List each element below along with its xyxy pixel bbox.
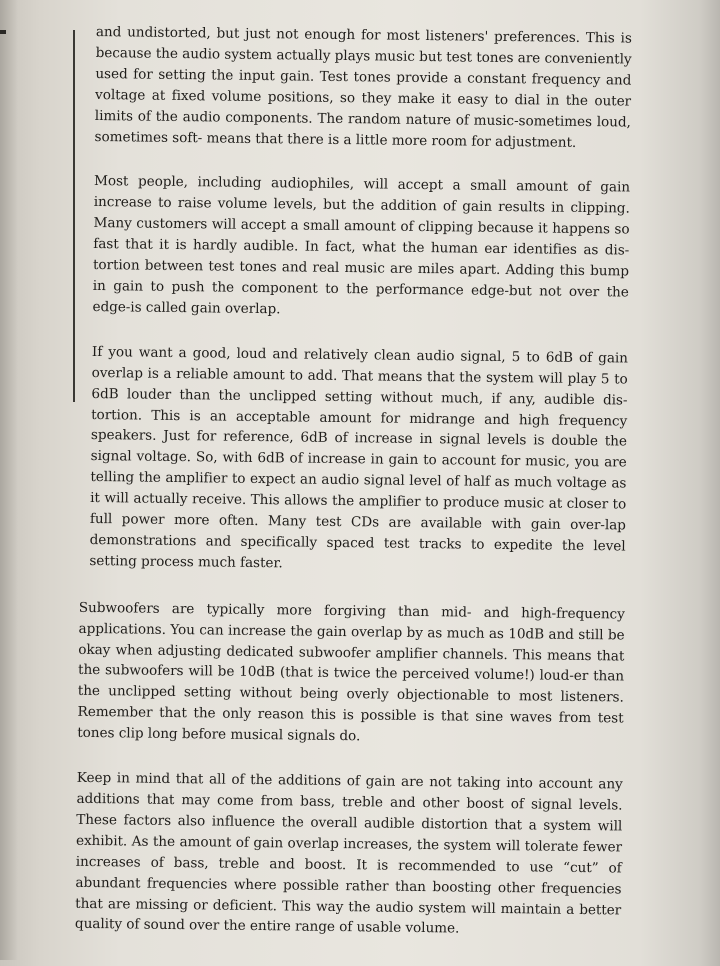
paragraph-2: Most people, including audiophiles, will accept a small amount of gain increase to raise volume levels, but the addition of gain results in clipping. Many customers will accept a small amount of clipping because it happens so fast that it is hardly audible. In fact, what the human ear identifies as dis-tortion between test tones and real music are miles apart. Adding this bump in gain to push the component to the performance edge-but not over the edge-is called gain overlap. <box>92 173 631 318</box>
paragraph-3: If you want a good, loud and relatively clean audio signal, 5 to 6dB of gain overlap is a reliable amount to add. That means that the system will play 5 to 6dB louder than the unclipped setting without much, if any, audible dis-tortion. This is an acceptable amount for midrange and high frequency speakers. Just for reference, 6dB of increase in signal levels is double the signal voltage. So, with 6dB of increase in gain to account for music, you are telling the amplifier to expect an audio signal level of half as much voltage as it will actually receive. This allows the amplifier to produce music at closer to full power more often. Many test CDs are available with gain over-lap demonstrations and specifically spaced test tracks to expedite the level setting process much faster. <box>89 343 629 572</box>
text-column <box>74 22 632 966</box>
margin-change-bar <box>73 30 75 402</box>
paragraph-5: Keep in mind that all of the additions of gain are not taking into account any additions that may come from bass, treble and other boost of signal levels. These factors also influence the overall audible distortion that a system will exhibit. As the amount of gain overlap increases, the system will tolerate fewer increases of bass, treble and boost. It is recommended to use “cut” of abundant frequencies where possible rather than boosting other frequencies that are missing or deficient. This way the audio system will maintain a better quality of sound over the entire range of usable volume. <box>74 769 623 937</box>
edge-mark <box>0 30 6 34</box>
page-gutter-shadow <box>0 0 18 960</box>
paragraph-4: Subwoofers are typically more forgiving than mid- and high-frequency applications. You can increase the gain overlap by as much as 10dB and still be okay when adjusting dedicated subwoofer amplifier channels. This means that the subwoofers will be 10dB (that is twice the perceived volume!) loud-er than the unclipped setting without being overly objectionable to most listeners. Remember that the only reason this is possible is that sine waves from test tones clip long before musical signals do. <box>77 599 625 745</box>
paragraph-1: and undistorted, but just not enough for most listeners' preferences. This is because the audio system actually plays music but test tones are conveniently used for setting the input gain. Test tones provide a constant frequency and voltage at fixed volume positions, so they make it easy to dial in the outer limits of the audio components. The random nature of music-sometimes loud, sometimes soft- means that there is a little more room for adjustment. <box>94 23 632 151</box>
